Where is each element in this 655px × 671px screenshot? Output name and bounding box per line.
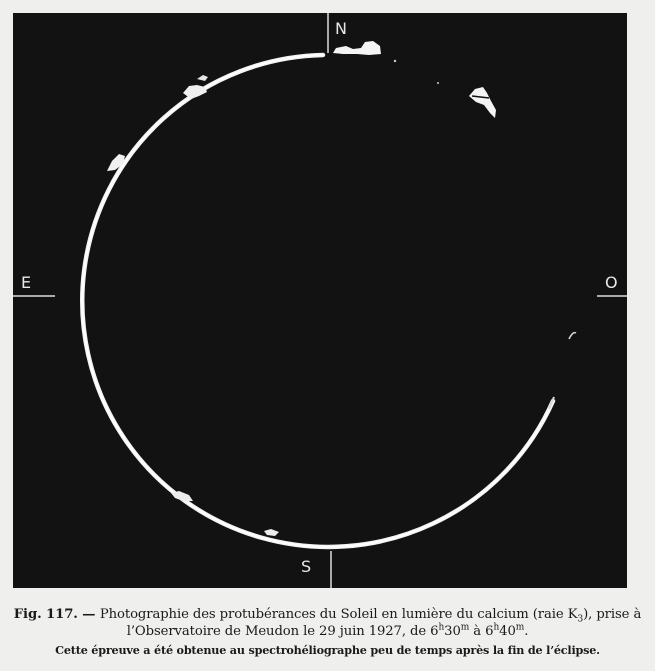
time1-minutes: 30: [444, 624, 461, 639]
prominence-southeast: [171, 491, 193, 501]
limb-fragment-dot: [394, 60, 396, 62]
calcium-line-subscript: 3: [577, 614, 584, 625]
solar-limb-inner-glow: [82, 55, 553, 547]
limb-fragment-dot-2: [437, 82, 439, 84]
caption-note: Cette épreuve a été obtenue au spectrohéliographe peu de temps après la fin de l’éclipse.: [55, 643, 600, 657]
limb-fragment-west-mark: [569, 333, 576, 339]
time1-hour-sup: h: [438, 622, 445, 633]
time2-minute-sup: m: [515, 622, 525, 633]
caption-line1-text: Photographie des protubérances du Soleil en lumière du calcium (raie K: [99, 607, 578, 622]
prominence-northeast: [183, 85, 207, 99]
solar-disk-drawing: [13, 13, 627, 588]
time1-minute-sup: m: [460, 622, 470, 633]
prominence-detached-northwest: [469, 87, 496, 118]
caption-line-2: [0, 623, 655, 640]
prominence-northeast-small: [197, 75, 208, 81]
caption-line1-end: ), prise à: [583, 607, 642, 622]
north-label: N: [335, 19, 347, 38]
caption-line-1: [0, 606, 655, 623]
caption-line2-mid: à 6: [469, 624, 494, 639]
figure-caption: [0, 606, 655, 658]
time2-hour-sup: h: [493, 622, 500, 633]
east-label: E: [21, 273, 32, 292]
south-label: S: [301, 557, 312, 576]
west-label: O: [605, 273, 618, 292]
caption-line2-end: .: [524, 624, 529, 639]
figure-label: Fig. 117. —: [13, 607, 96, 622]
caption-line2-start: l’Observatoire de Meudon le 29 juin 1927, de 6: [126, 624, 439, 639]
prominence-north: [333, 41, 381, 55]
solar-photograph-plate: [13, 13, 627, 588]
prominence-south: [264, 529, 279, 536]
time2-minutes: 40: [499, 624, 516, 639]
caption-title-text: [99, 607, 642, 625]
